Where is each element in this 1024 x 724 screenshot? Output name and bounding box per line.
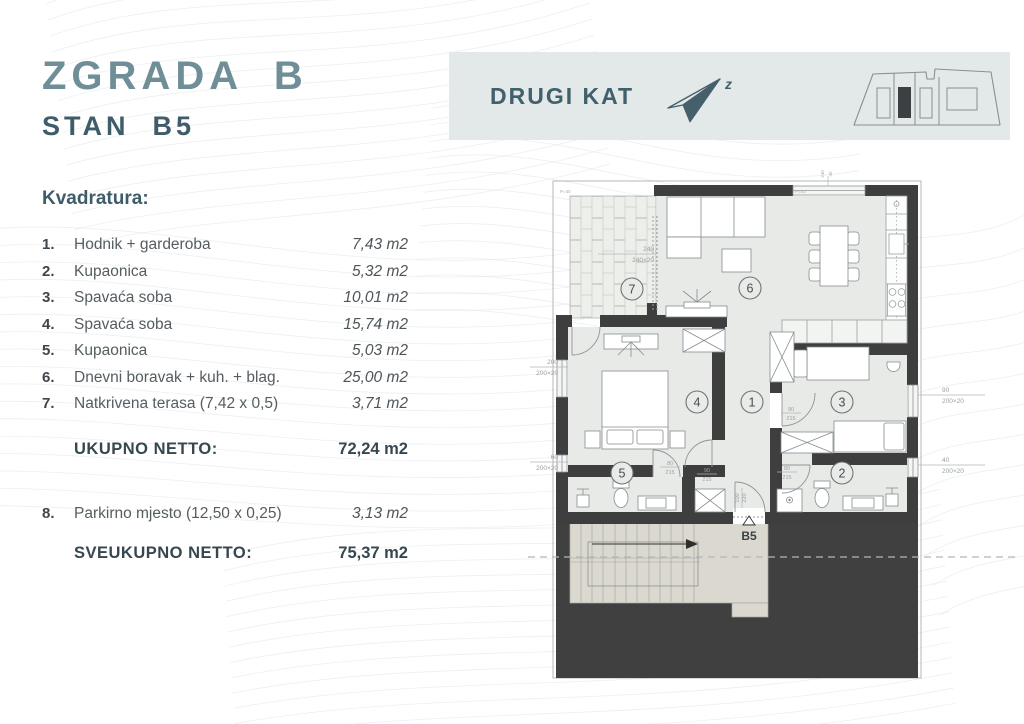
room-number: 3 (838, 395, 846, 410)
table-row (42, 312, 408, 339)
row-value: 7,43 m2 (351, 236, 408, 253)
row-value: 10,01 m2 (343, 289, 408, 306)
row-value: 3,13 m2 (351, 504, 408, 522)
table-row (42, 232, 408, 259)
row-value: 15,74 m2 (343, 315, 408, 333)
building-title: ZGRADA B (42, 54, 308, 98)
locator-window (947, 88, 977, 110)
table-row (42, 259, 408, 286)
svg-text:215: 215 (702, 477, 712, 483)
kitchen-hob (888, 284, 906, 316)
wardrobe (683, 329, 725, 352)
row-number: 8. (42, 504, 55, 522)
hall-closet (770, 332, 794, 382)
coffee-table (722, 249, 751, 272)
row-number: 6. (42, 368, 55, 386)
dim-window-right-1: 90 (942, 387, 950, 394)
row-value: 3,71 m2 (351, 395, 408, 412)
north-arrow-icon (666, 76, 738, 126)
single-bed-bottom (834, 421, 906, 452)
vanity (638, 496, 676, 510)
table-row (42, 285, 408, 312)
room-number: 4 (693, 395, 701, 410)
left-panel (42, 54, 408, 563)
svg-text:200×20: 200×20 (536, 370, 558, 377)
room-number: 1 (748, 395, 756, 410)
corridor-closet (695, 489, 725, 512)
section-heading: Kvadratura: (42, 188, 149, 209)
svg-text:40: 40 (828, 171, 833, 177)
parapet-label: P=40 (795, 189, 806, 194)
table-row (42, 391, 408, 418)
row-label: Dnevni boravak + kuh. + blag. (74, 368, 280, 386)
parapet-label: P=40 (560, 189, 571, 194)
subtotal-row (42, 440, 408, 459)
stairwell (570, 522, 768, 617)
toilet (814, 481, 830, 508)
room-number: 6 (746, 281, 754, 296)
dim-window-right-2: 40 (942, 457, 950, 464)
area-table (42, 232, 408, 418)
svg-text:215: 215 (782, 475, 792, 481)
grandtotal-row (42, 544, 408, 563)
subtotal-label: UKUPNO NETTO: (74, 439, 218, 458)
toilet (613, 481, 629, 508)
row-label: Hodnik + garderoba (74, 236, 211, 253)
row-number: 1. (42, 236, 55, 253)
svg-text:200×20: 200×20 (942, 468, 964, 475)
svg-text:220: 220 (742, 493, 748, 503)
unit-title: STAN B5 (42, 111, 196, 141)
row-number: 3. (42, 289, 55, 306)
entrance-unit-label: B5 (741, 529, 757, 543)
grandtotal-value: 75,37 m2 (338, 544, 408, 562)
kitchen-lower-counter (782, 320, 907, 343)
small-sink (887, 362, 900, 372)
room-number: 7 (628, 282, 636, 297)
row-label: Spavaća soba (74, 289, 173, 306)
single-bed-top (794, 347, 869, 380)
dim-window-left-2: 60 (550, 454, 558, 461)
row-value: 5,32 m2 (351, 262, 408, 280)
svg-text:215: 215 (665, 470, 675, 476)
locator-window (920, 88, 932, 118)
row-label: Spavaća soba (74, 315, 173, 333)
grandtotal-label: SVEUKUPNO NETTO: (74, 544, 253, 562)
floor-label: DRUGI KAT (490, 82, 635, 109)
kitchen-sink (889, 234, 904, 254)
svg-text:200×20: 200×20 (536, 465, 558, 472)
svg-text:215: 215 (786, 416, 796, 422)
locator-highlighted-unit (898, 87, 911, 118)
row-number: 5. (42, 342, 55, 359)
vanity (843, 496, 883, 510)
row-label: Parkirno mjesto (12,50 x 0,25) (74, 504, 282, 522)
floor-banner (449, 52, 1010, 140)
dim-entry-door: 100 (735, 493, 741, 503)
room-number: 5 (618, 466, 626, 481)
floor-plan (520, 158, 1024, 690)
dining-set (809, 226, 859, 286)
dim-door-bath5: 80 (666, 461, 674, 467)
dim-door-hall: 90 (703, 468, 711, 474)
locator-window (877, 88, 890, 118)
row-value: 5,03 m2 (351, 342, 408, 359)
row-label: Natkrivena terasa (7,42 x 0,5) (74, 395, 279, 412)
svg-text:200×20: 200×20 (942, 398, 964, 405)
row-number: 2. (42, 262, 55, 280)
row-label: Kupaonica (74, 342, 148, 359)
svg-text:240×20: 240×20 (632, 257, 654, 264)
table-row (42, 365, 408, 392)
subtotal-value: 72,24 m2 (338, 439, 408, 458)
dim-terrace: 240 (643, 246, 654, 253)
row-label: Kupaonica (74, 262, 148, 280)
row-number: 4. (42, 315, 55, 333)
row-value: 25,00 m2 (343, 368, 408, 386)
row-number: 7. (42, 395, 55, 412)
table-row (42, 501, 408, 528)
nightstand (585, 431, 600, 448)
dim-door-bath2: 80 (783, 466, 791, 472)
dim-door-room3: 90 (787, 407, 795, 413)
dim-window-left-1: 200 (547, 359, 558, 366)
room-number: 2 (838, 466, 846, 481)
building-locator-icon (852, 65, 1002, 129)
nightstand (670, 431, 685, 448)
dim-top-window: 240 (820, 170, 825, 178)
table-row (42, 338, 408, 365)
north-letter: z (725, 76, 733, 92)
wardrobe (781, 432, 833, 453)
